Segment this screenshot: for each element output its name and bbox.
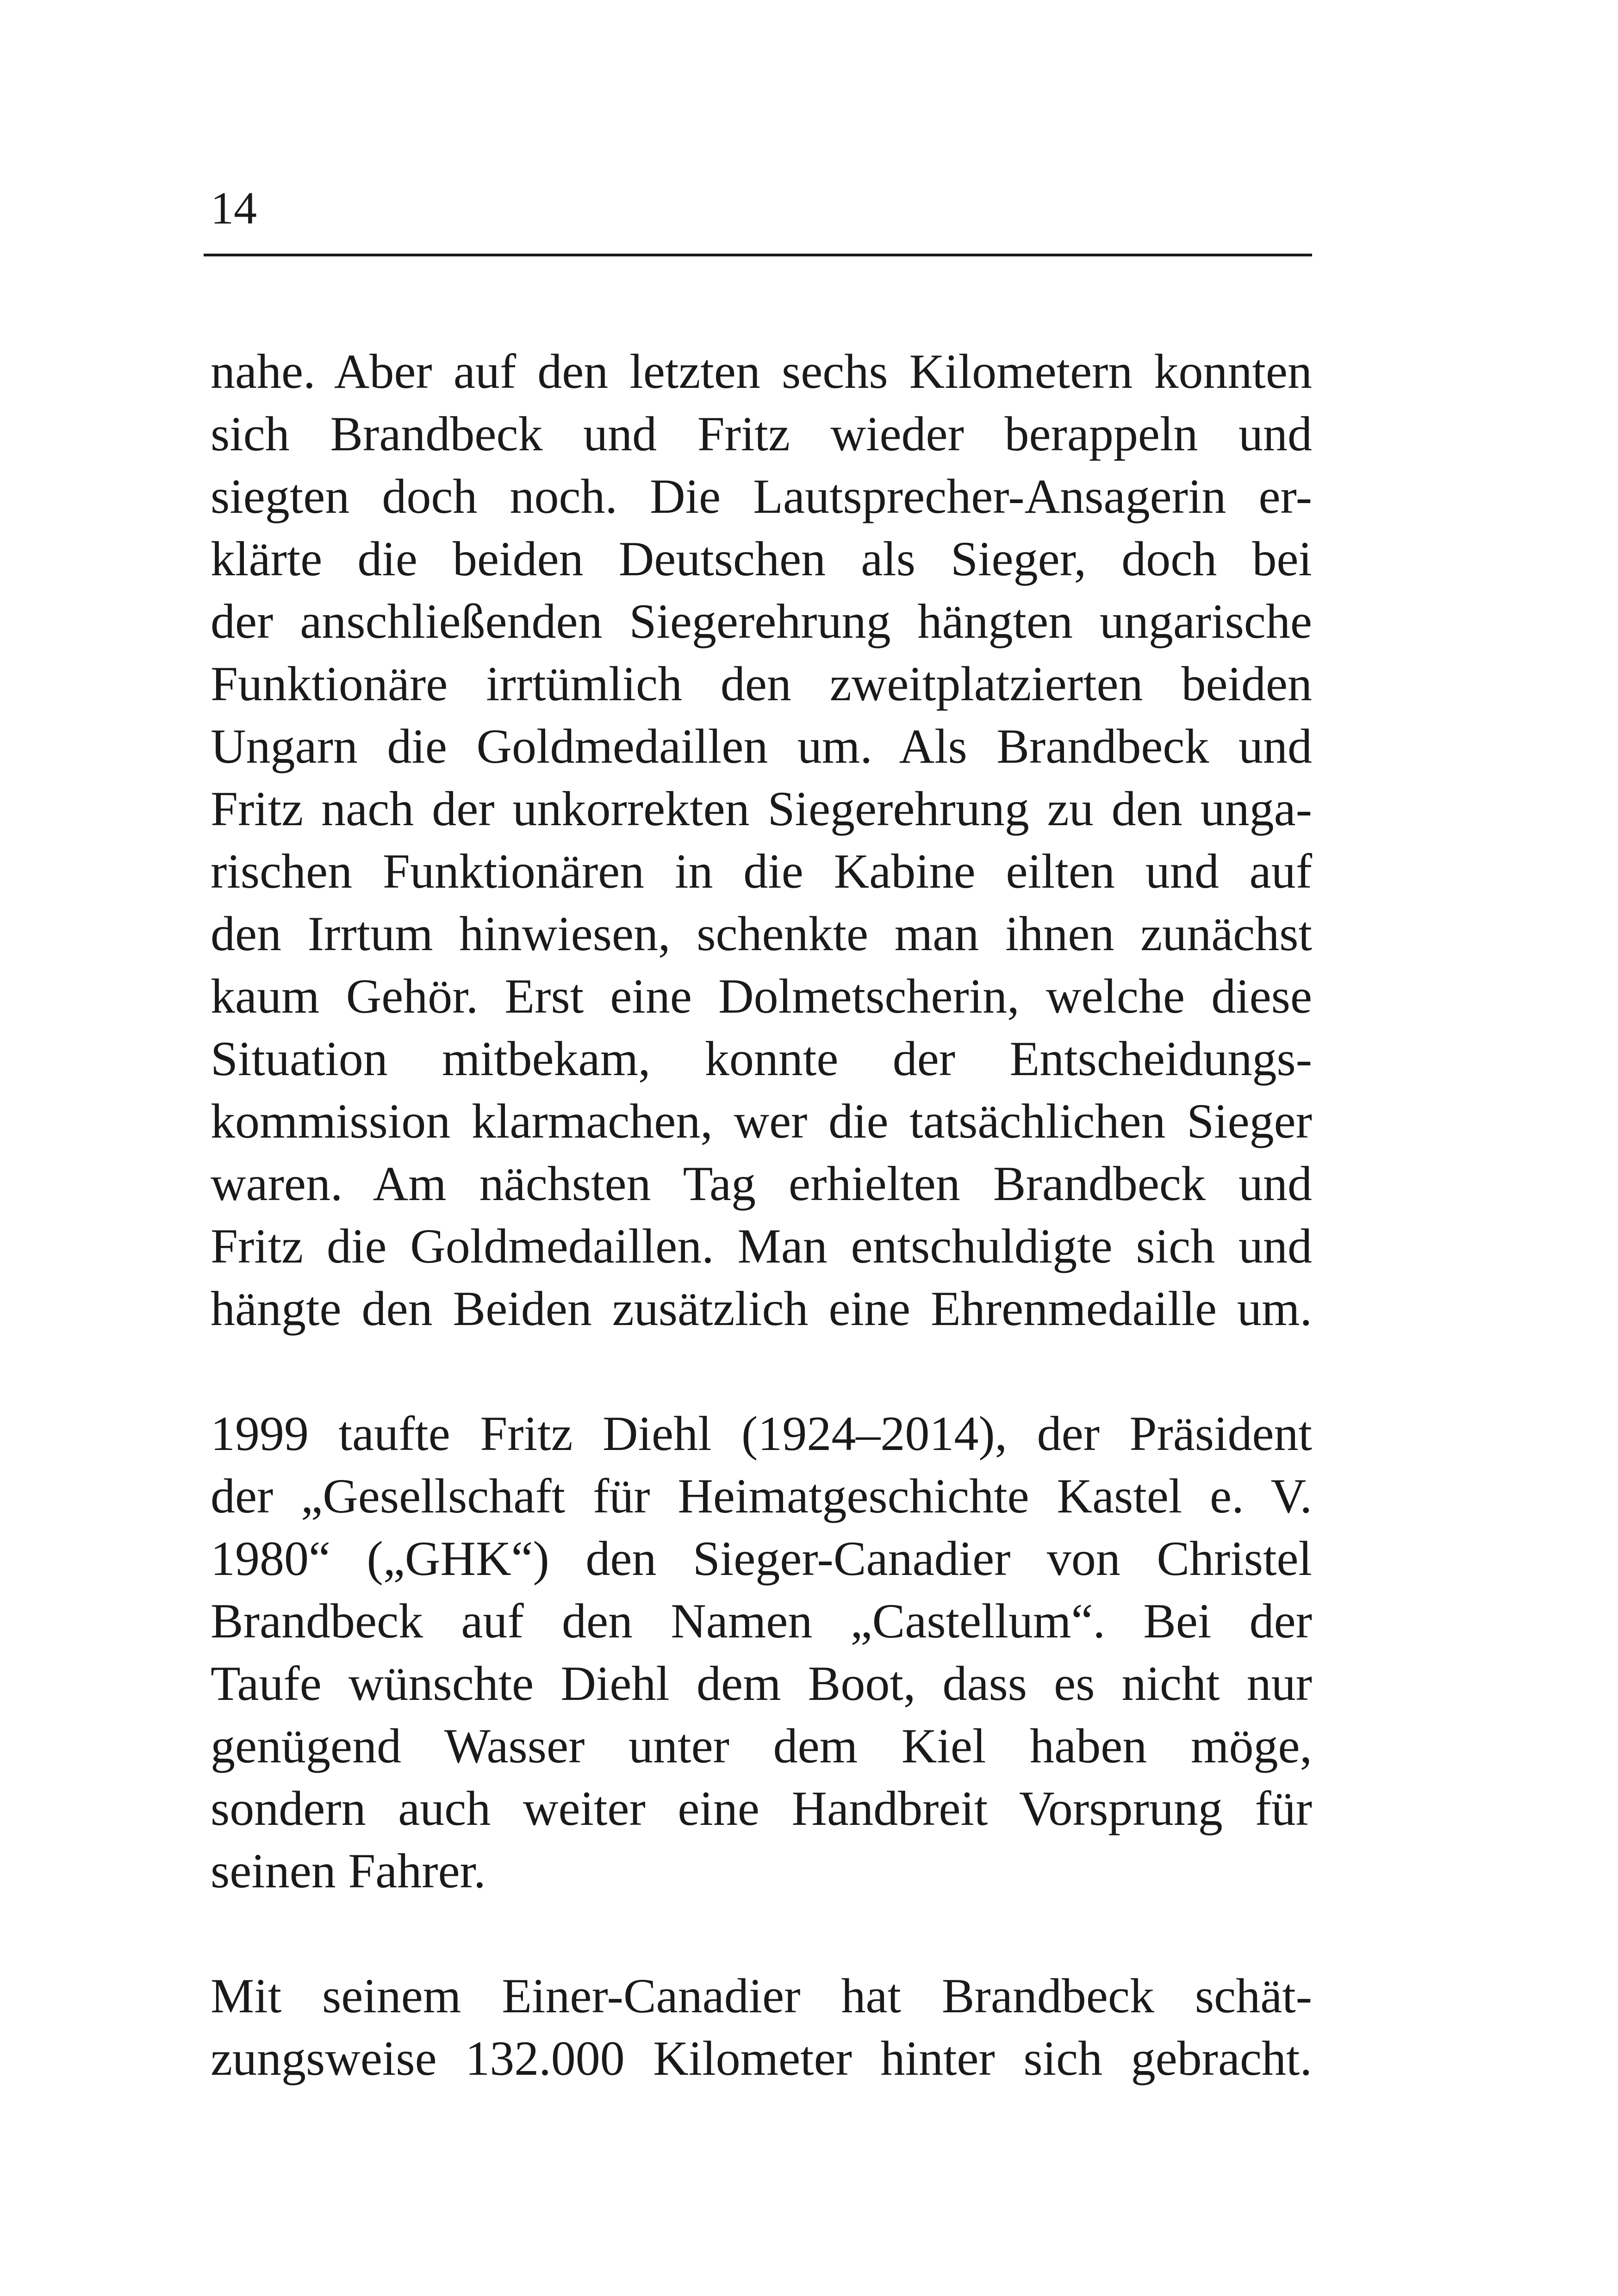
paragraph-1 [211,340,1312,1340]
text-line: zungsweise 132.000 Kilometer hinter sich gebracht. [211,2031,1312,2085]
paragraph-spacer [211,1902,1312,1965]
text-line: Situation mitbekam, konnte der Entscheidungs- [211,1032,1312,1086]
text-line: Fritz nach der unkorrekten Siegerehrung zu den unga- [211,782,1312,836]
paragraph-2 [211,1402,1312,1902]
text-line: 1980“ („GHK“) den Sieger-Canadier von Christel [211,1531,1312,1586]
text-line: hängte den Beiden zusätzlich eine Ehrenmedaille um. [211,1282,1312,1336]
text-line: den Irrtum hinwiesen, schenkte man ihnen zunächst [211,907,1312,961]
text-line: der „Gesellschaft für Heimatgeschichte Kastel e. V. [211,1469,1312,1523]
text-line: Fritz die Goldmedaillen. Man entschuldigte sich und [211,1219,1312,1273]
text-line: Taufe wünschte Diehl dem Boot, dass es nicht nur [211,1656,1312,1711]
text-line: siegten doch noch. Die Lautsprecher-Ansagerin er- [211,469,1312,523]
text-line: kaum Gehör. Erst eine Dolmetscherin, welche diese [211,969,1312,1023]
text-line: sich Brandbeck und Fritz wieder berappeln und [211,407,1312,461]
text-line: Funktionäre irrtümlich den zweitplatzierten beiden [211,657,1312,711]
text-line: rischen Funktionären in die Kabine eilten und auf [211,844,1312,898]
text-line: seinen Fahrer. [211,1844,486,1898]
text-line: 1999 taufte Fritz Diehl (1924–2014), der Präsident [211,1406,1312,1461]
body-text [211,340,1312,2090]
text-line: klärte die beiden Deutschen als Sieger, doch bei [211,532,1312,586]
header-rule [204,254,1312,256]
text-line: der anschließenden Siegerehrung hängten ungarische [211,594,1312,648]
text-line: genügend Wasser unter dem Kiel haben möge, [211,1719,1312,1773]
text-line: Brandbeck auf den Namen „Castellum“. Bei der [211,1594,1312,1648]
text-line: sondern auch weiter eine Handbreit Vorsprung für [211,1781,1312,1836]
paragraph-3 [211,1965,1312,2090]
text-line: waren. Am nächsten Tag erhielten Brandbeck und [211,1157,1312,1211]
text-line: kommission klarmachen, wer die tatsächlichen Sieger [211,1094,1312,1148]
paragraph-spacer [211,1340,1312,1402]
text-line: Mit seinem Einer-Canadier hat Brandbeck schät- [211,1969,1312,2023]
page-number: 14 [211,182,257,234]
text-line: Ungarn die Goldmedaillen um. Als Brandbeck und [211,719,1312,773]
text-line: nahe. Aber auf den letzten sechs Kilometern konnten [211,344,1312,398]
